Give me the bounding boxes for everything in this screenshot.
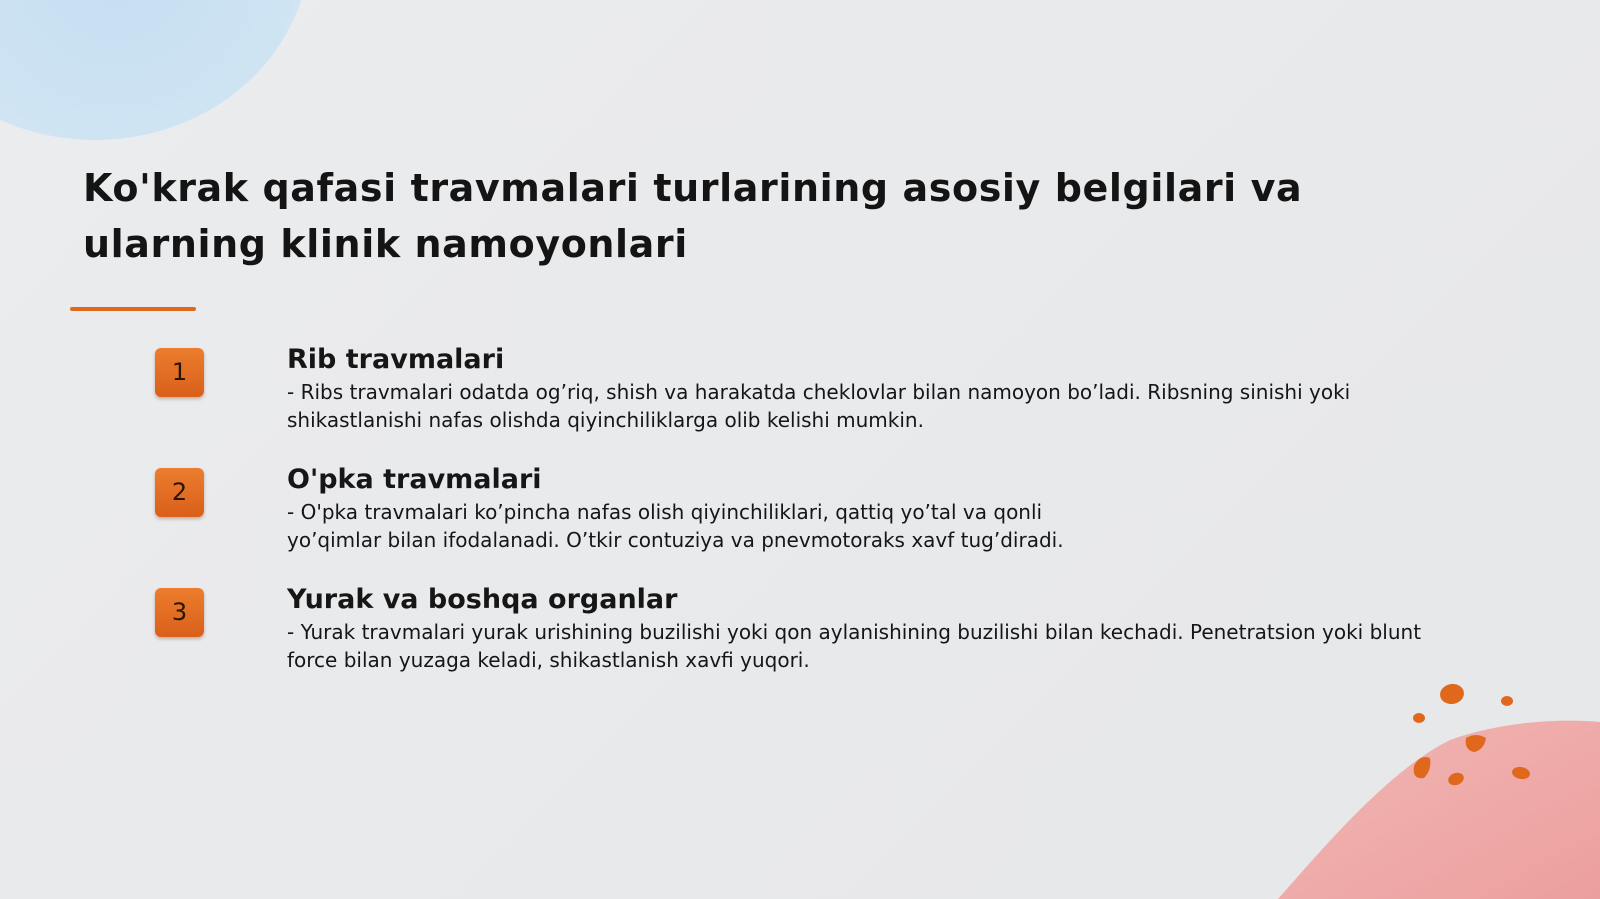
number-badge-3: 3 — [155, 588, 204, 637]
item-text-2: - O'pka travmalari ko’pincha nafas olish qiyinchiliklari, qattiq yo’tal va qonli yo’qimlar bilan ifodalanadi. O’tkir contuziya va pnevmotoraks xavf tug’diradi. — [287, 500, 1064, 552]
number-badge-1: 1 — [155, 348, 204, 397]
item-text-1: - Ribs travmalari odatda og’riq, shish va harakatda cheklovlar bilan namoyon bo’ladi. Ribsning sinishi yoki shikastlanishi nafas olishda qiyinchiliklarga olib kelishi mumkin. — [287, 380, 1351, 432]
number-badge-2: 2 — [155, 468, 204, 517]
item-heading-1: Rib travmalari — [287, 344, 505, 375]
item-text-3: - Yurak travmalari yurak urishining buzilishi yoki qon aylanishining buzilishi bilan kechadi. Penetratsion yoki blunt force bilan yuzaga keladi, shikastlanish xavfi yuqori. — [287, 620, 1422, 672]
item-heading-3: Yurak va boshqa organlar — [287, 584, 678, 615]
item-heading-2: O'pka travmalari — [287, 464, 542, 495]
title-underline — [70, 307, 196, 311]
slide-title: Ko'krak qafasi travmalari turlarining asosiy belgilari va ularning klinik namoyonlari — [83, 166, 1303, 266]
